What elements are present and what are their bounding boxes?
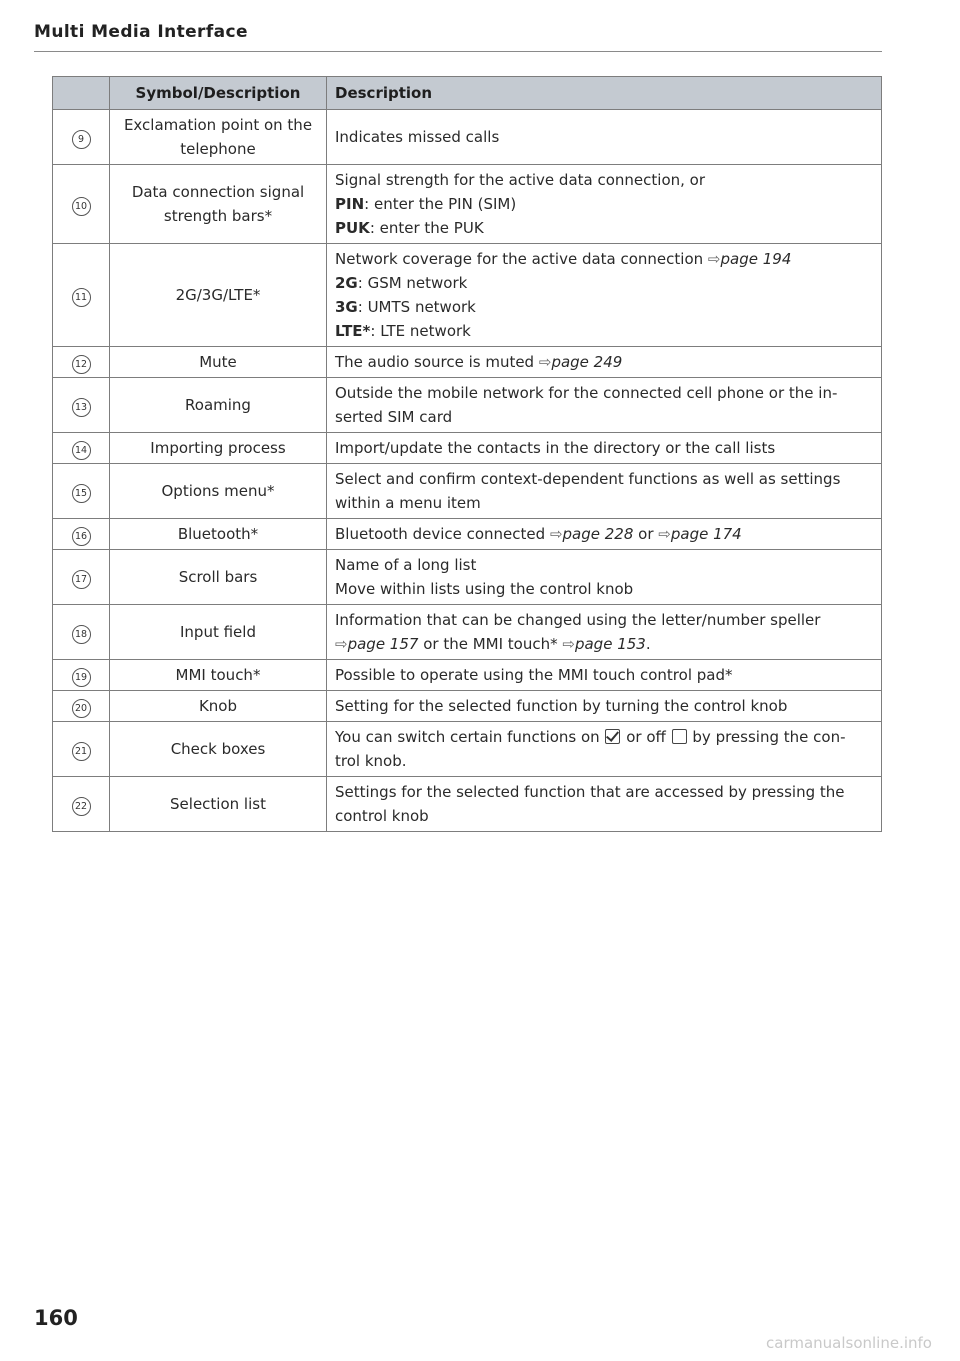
page-reference: page 194 <box>720 250 792 268</box>
symbol-text: telephone <box>180 140 256 158</box>
description-text: : enter the PIN (SIM) <box>364 195 517 213</box>
callout-cell <box>53 550 110 605</box>
symbol-cell <box>110 244 327 347</box>
symbol-cell <box>110 433 327 464</box>
description-text: Possible to operate using the MMI touch control pad* <box>335 666 733 684</box>
description-line <box>335 491 873 515</box>
description-text: Settings for the selected function that are accessed by pressing the <box>335 783 845 801</box>
callout-number: 15 <box>72 484 91 503</box>
symbol-table <box>52 76 882 832</box>
symbol-cell <box>110 464 327 519</box>
checkbox-checked-icon <box>605 729 620 744</box>
symbol-text: Scroll bars <box>178 568 258 586</box>
table-row <box>53 691 882 722</box>
callout-number: 18 <box>72 625 91 644</box>
table-row <box>53 110 882 165</box>
callout-number: 14 <box>72 441 91 460</box>
cross-reference-arrow-icon: ⇨ <box>562 635 575 653</box>
symbol-cell <box>110 347 327 378</box>
keyword: PIN <box>335 195 365 213</box>
description-line <box>335 168 873 192</box>
callout-cell <box>53 722 110 777</box>
description-line <box>335 553 873 577</box>
description-line <box>335 577 873 601</box>
description-text: Name of a long list <box>335 556 477 574</box>
description-text: : UMTS network <box>357 298 476 316</box>
callout-cell <box>53 110 110 165</box>
page-reference: page 174 <box>670 525 742 543</box>
symbol-text: Exclamation point on the <box>123 116 313 134</box>
description-cell <box>327 378 882 433</box>
callout-cell <box>53 660 110 691</box>
section-title: Multi Media Interface <box>34 22 248 42</box>
symbol-cell <box>110 777 327 832</box>
description-text: Outside the mobile network for the connected cell phone or the in- <box>335 384 838 402</box>
keyword: PUK <box>335 219 370 237</box>
callout-cell <box>53 165 110 244</box>
symbol-cell <box>110 691 327 722</box>
description-line <box>335 663 873 687</box>
description-line <box>335 350 873 374</box>
symbol-text: Mute <box>199 353 237 371</box>
description-line <box>335 632 873 656</box>
symbol-text: Data connection signal <box>131 183 305 201</box>
column-header-symbol: Symbol/Description <box>110 77 327 110</box>
table-row <box>53 777 882 832</box>
table-body <box>53 110 882 832</box>
callout-number: 13 <box>72 398 91 417</box>
description-line <box>335 749 873 773</box>
callout-number: 9 <box>72 130 91 149</box>
column-header-description: Description <box>327 77 882 110</box>
description-text: Select and confirm context-dependent functions as well as settings <box>335 470 841 488</box>
table-row <box>53 722 882 777</box>
symbol-cell <box>110 722 327 777</box>
symbol-cell <box>110 660 327 691</box>
description-text: : LTE network <box>370 322 471 340</box>
callout-cell <box>53 433 110 464</box>
description-text: trol knob. <box>335 752 407 770</box>
callout-cell <box>53 244 110 347</box>
description-text: or off <box>621 728 671 746</box>
page-number: 160 <box>34 1306 78 1330</box>
table-row <box>53 165 882 244</box>
description-text: Information that can be changed using the letter/number speller <box>335 611 821 629</box>
callout-number: 19 <box>72 668 91 687</box>
description-cell <box>327 433 882 464</box>
callout-number: 20 <box>72 699 91 718</box>
description-text: . <box>645 635 651 653</box>
description-text: Import/update the contacts in the directory or the call lists <box>335 439 776 457</box>
symbol-cell <box>110 519 327 550</box>
page-reference: page 157 <box>347 635 419 653</box>
description-text: serted SIM card <box>335 408 453 426</box>
symbol-text: Selection list <box>170 795 266 813</box>
cross-reference-arrow-icon: ⇨ <box>549 525 563 543</box>
description-text: or <box>633 525 659 543</box>
description-cell <box>327 464 882 519</box>
description-text: Move within lists using the control knob <box>335 580 634 598</box>
description-text: Signal strength for the active data connection, or <box>335 171 706 189</box>
description-text: Setting for the selected function by turning the control knob <box>335 697 788 715</box>
keyword: 2G <box>335 274 358 292</box>
callout-number: 12 <box>72 355 91 374</box>
table-row <box>53 433 882 464</box>
description-line <box>335 436 873 460</box>
table-row <box>53 347 882 378</box>
callout-cell <box>53 691 110 722</box>
description-text: by pressing the con- <box>687 728 846 746</box>
table-row <box>53 464 882 519</box>
symbol-text: Knob <box>198 697 238 715</box>
description-line <box>335 319 873 343</box>
table-row <box>53 550 882 605</box>
table-row <box>53 378 882 433</box>
callout-cell <box>53 347 110 378</box>
symbol-cell <box>110 550 327 605</box>
symbol-text: MMI touch* <box>175 666 261 684</box>
description-cell <box>327 347 882 378</box>
page-reference: page 228 <box>562 525 634 543</box>
description-cell <box>327 777 882 832</box>
description-line <box>335 271 873 295</box>
callout-cell <box>53 378 110 433</box>
description-cell <box>327 691 882 722</box>
description-line <box>335 694 873 718</box>
symbol-text: Check boxes <box>170 740 266 758</box>
description-cell <box>327 550 882 605</box>
symbol-text: Importing process <box>150 439 286 457</box>
table-header-row <box>53 77 882 110</box>
description-text: or the MMI touch* <box>418 635 563 653</box>
description-text: Bluetooth device connected <box>335 525 550 543</box>
description-text: : enter the PUK <box>369 219 484 237</box>
description-text: Network coverage for the active data connection <box>335 250 708 268</box>
symbol-cell <box>110 110 327 165</box>
description-cell <box>327 244 882 347</box>
symbol-text: Roaming <box>185 396 251 414</box>
page-reference: page 153 <box>574 635 646 653</box>
cross-reference-arrow-icon: ⇨ <box>335 635 348 653</box>
callout-number: 22 <box>72 797 91 816</box>
description-text: You can switch certain functions on <box>335 728 605 746</box>
table-row <box>53 605 882 660</box>
description-line <box>335 522 873 546</box>
description-cell <box>327 722 882 777</box>
description-line <box>335 804 873 828</box>
description-line <box>335 216 873 240</box>
description-line <box>335 295 873 319</box>
description-line <box>335 192 873 216</box>
watermark: carmanualsonline.info <box>766 1334 932 1352</box>
cross-reference-arrow-icon: ⇨ <box>658 525 671 543</box>
symbol-text: Options menu* <box>161 482 275 500</box>
description-line <box>335 780 873 804</box>
table-row <box>53 519 882 550</box>
description-text: Indicates missed calls <box>335 128 500 146</box>
callout-cell <box>53 605 110 660</box>
description-cell <box>327 110 882 165</box>
description-cell <box>327 519 882 550</box>
description-line <box>335 467 873 491</box>
description-line <box>335 125 873 149</box>
symbol-text: Bluetooth* <box>177 525 259 543</box>
symbol-cell <box>110 605 327 660</box>
callout-number: 11 <box>72 288 91 307</box>
symbol-cell <box>110 165 327 244</box>
page-reference: page 249 <box>551 353 623 371</box>
cross-reference-arrow-icon: ⇨ <box>538 353 552 371</box>
description-text: : GSM network <box>357 274 468 292</box>
description-cell <box>327 165 882 244</box>
description-line <box>335 405 873 429</box>
description-text: The audio source is muted <box>335 353 539 371</box>
header-divider <box>34 51 882 52</box>
description-line <box>335 247 873 271</box>
symbol-cell <box>110 378 327 433</box>
callout-number: 17 <box>72 570 91 589</box>
symbol-text: strength bars* <box>163 207 273 225</box>
callout-cell <box>53 777 110 832</box>
page-header <box>34 22 882 52</box>
callout-number: 21 <box>72 742 91 761</box>
table-row <box>53 660 882 691</box>
description-line <box>335 608 873 632</box>
description-line <box>335 381 873 405</box>
description-text: control knob <box>335 807 429 825</box>
symbol-text: Input field <box>180 623 256 641</box>
checkbox-empty-icon <box>672 729 687 744</box>
callout-number: 16 <box>72 527 91 546</box>
description-text: within a menu item <box>335 494 481 512</box>
table-row <box>53 244 882 347</box>
column-header-number <box>53 77 110 110</box>
description-line <box>335 725 873 749</box>
description-cell <box>327 605 882 660</box>
cross-reference-arrow-icon: ⇨ <box>707 250 721 268</box>
keyword: 3G <box>335 298 358 316</box>
description-cell <box>327 660 882 691</box>
symbol-text: 2G/3G/LTE* <box>175 286 261 304</box>
callout-number: 10 <box>72 197 91 216</box>
callout-cell <box>53 519 110 550</box>
callout-cell <box>53 464 110 519</box>
keyword: LTE* <box>335 322 371 340</box>
